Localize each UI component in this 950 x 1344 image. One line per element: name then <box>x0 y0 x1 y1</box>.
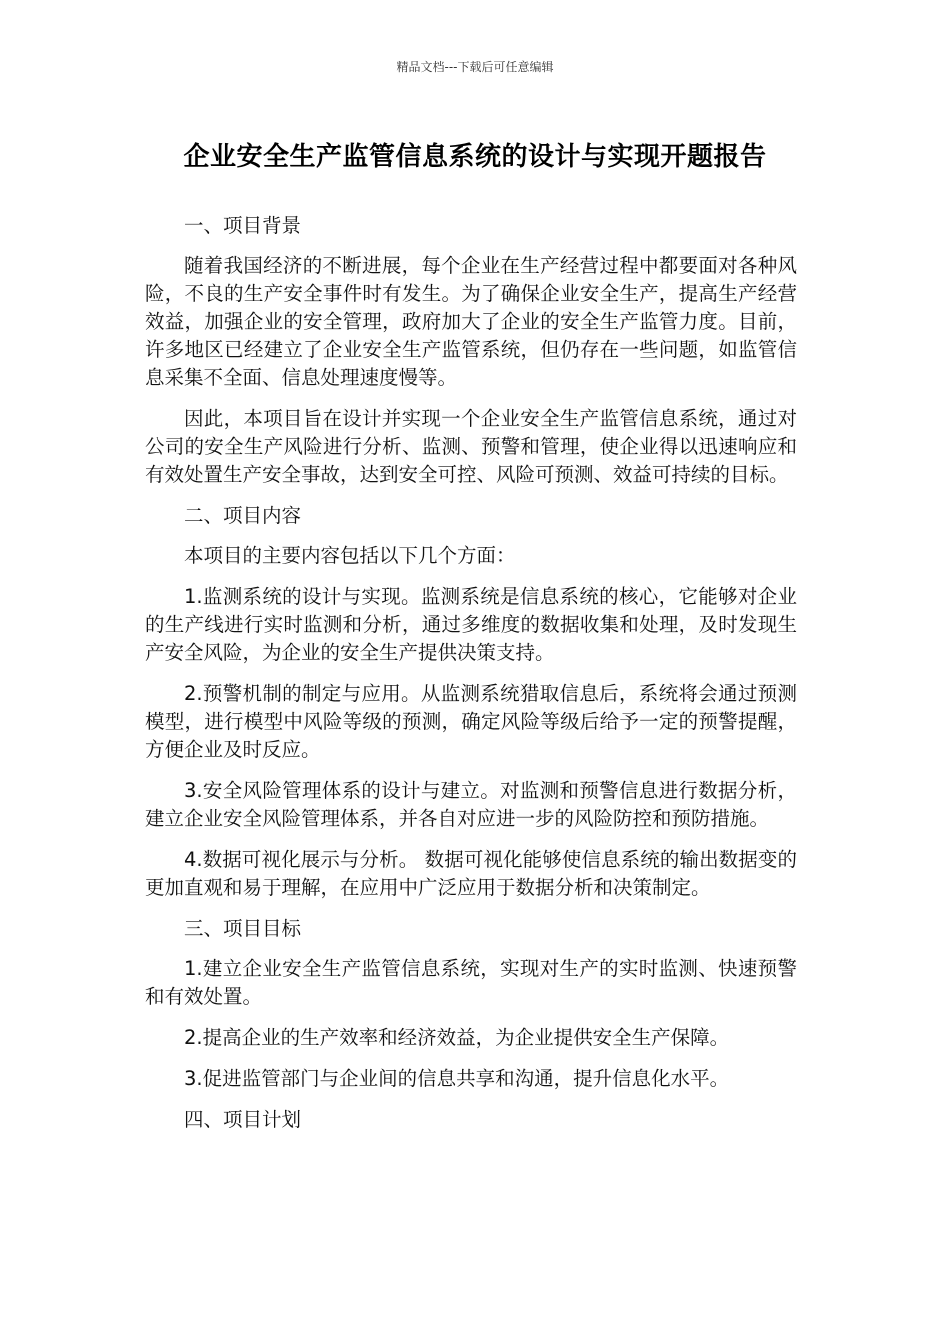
list-item: 4.数据可视化展示与分析。 数据可视化能够使信息系统的输出数据变的更加直观和易于理解，在应用中广泛应用于数据分析和决策制定。 <box>145 848 797 899</box>
paragraph: 因此，本项目旨在设计并实现一个企业安全生产监管信息系统，通过对公司的安全生产风险进行分析、监测、预警和管理，使企业得以迅速响应和有效处置生产安全事故，达到安全可控、风险可预测、效益可持续的目标。 <box>145 407 797 486</box>
section-heading-content: 二、项目内容 <box>184 504 302 527</box>
list-item: 1.建立企业安全生产监管信息系统，实现对生产的实时监测、快速预警和有效处置。 <box>145 957 797 1008</box>
paragraph: 随着我国经济的不断进展，每个企业在生产经营过程中都要面对各种风险，不良的生产安全事件时有发生。为了确保企业安全生产，提高生产经营效益，加强企业的安全管理，政府加大了企业的安全生产监管力度。目前，许多地区已经建立了企业安全生产监管系统，但仍存在一些问题，如监管信息采集不全面、信息处理速度慢等。 <box>145 254 797 389</box>
paragraph: 本项目的主要内容包括以下几个方面： <box>184 544 516 567</box>
section-heading-background: 一、项目背景 <box>184 214 302 237</box>
list-item: 3.安全风险管理体系的设计与建立。对监测和预警信息进行数据分析，建立企业安全风险管理体系，并各自对应进一步的风险防控和预防措施。 <box>145 779 797 830</box>
section-heading-plan: 四、项目计划 <box>184 1108 302 1131</box>
section-heading-goals: 三、项目目标 <box>184 917 302 940</box>
header-note: 精品文档---下载后可任意编辑 <box>396 60 554 74</box>
list-item: 1.监测系统的设计与实现。监测系统是信息系统的核心，它能够对企业的生产线进行实时监测和分析，通过多维度的数据收集和处理，及时发现生产安全风险，为企业的安全生产提供决策支持。 <box>145 585 797 664</box>
document-body <box>145 212 797 1146</box>
document-title: 企业安全生产监管信息系统的设计与实现开题报告 <box>183 142 767 172</box>
list-item: 2.提高企业的生产效率和经济效益，为企业提供安全生产保障。 <box>184 1026 730 1049</box>
list-item: 2.预警机制的制定与应用。从监测系统猎取信息后，系统将会通过预测模型，进行模型中风险等级的预测，确定风险等级后给予一定的预警提醒，方便企业及时反应。 <box>145 682 797 761</box>
list-item: 3.促进监管部门与企业间的信息共享和沟通，提升信息化水平。 <box>184 1067 730 1090</box>
